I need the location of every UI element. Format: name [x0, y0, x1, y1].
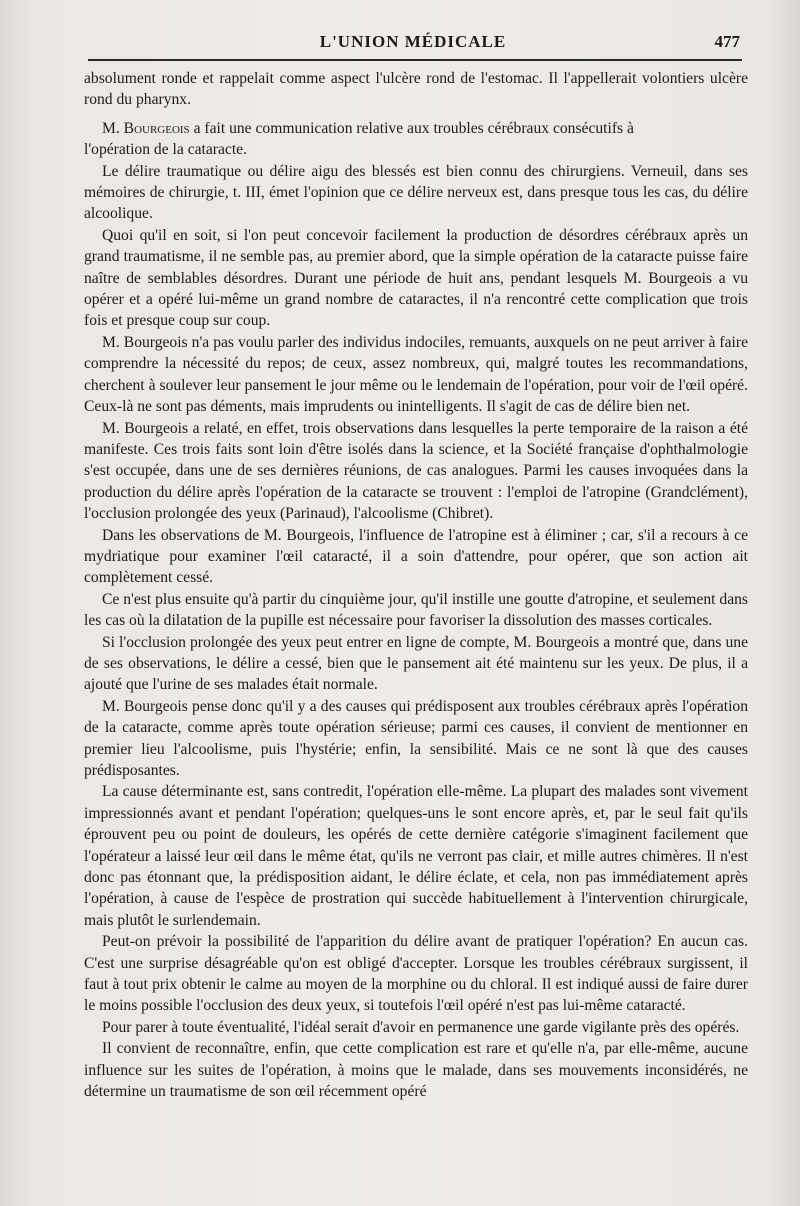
paragraph-conclusion: Il convient de reconnaître, enfin, que cette complication est rare et qu'elle n'a, par elle-même, aucune influence sur les suites de l'opération, à moins que le malade, dans ses mouvements inconsidérés, ne détermine un traumatisme de son œil récemment opéré [84, 1040, 748, 1101]
paragraph-prevention: Peut-on prévoir la possibilité de l'apparition du délire avant de pratiquer l'opération? En aucun cas. C'est une surprise désagréable qu'on est obligé d'accepter. Lorsque les troubles cérébraux surgissent, il faut à tout prix obtenir le calme au moyen de la morphine ou du chloral. Il est indiqué aussi de faire durer le moins possible l'occlusion des deux yeux, si toutefois l'œil opéré n'est pas lui-même cataracté. [84, 933, 748, 1015]
paragraph-fifth-day: Ce n'est plus ensuite qu'à partir du cinquième jour, qu'il instille une goutte d'atropine, et seulement dans les cas où la dilatation de la pupille est nécessaire pour favoriser la dissolution des masses corticales. [84, 590, 748, 630]
paragraph-observations: M. Bourgeois a relaté, en effet, trois observations dans lesquelles la perte temporaire de la raison a été manifeste. Ces trois faits sont loin d'être isolés dans la science, et la Société française d'ophthalmologie s'est occupée, dans une de ses dernières réunions, de cas analogues. Parmi les causes invoquées dans la production du délire après l'opération de la cataracte se trouvent : l'emploi de l'atropine (Grandclément), l'occlusion prolongée des yeux (Parinaud), l'alcoolisme (Chibret). [84, 419, 748, 523]
paragraph-traumatic-delirium: Le délire traumatique ou délire aigu des blessés est bien connu des chirurgiens. Verneuil, dans ses mémoires de chirurgie, t. III, émet l'opinion que ce délire nerveux est, dans presque tous les cas, du délire alcoolique. [84, 162, 748, 223]
paragraph-cerebral-disorders: Quoi qu'il en soit, si l'on peut concevoir facilement la production de désordres cérébraux après un grand traumatisme, il ne semble pas, au premier abord, que la simple opération de la cataracte puisse faire naître de semblables désordres. Durant une période de huit ans, pendant lesquels M. Bourgeois a vu opérer et a opéré lui-même un grand nombre de cataractes, il n'a rencontré cette complication que trois fois et presque coup sur coup. [84, 226, 748, 330]
paragraph-ulcer-end: absolument ronde et rappelait comme aspect l'ulcère rond de l'estomac. Il l'appellerait volontiers ulcère rond du pharynx. [84, 70, 748, 109]
paragraph-vigilant-guard: Pour parer à toute éventualité, l'idéal serait d'avoir en permanence une garde vigilante près des opérés. [102, 1018, 740, 1036]
paragraph-predisposing-causes: M. Bourgeois pense donc qu'il y a des causes qui prédisposent aux troubles cérébraux après l'opération de la cataracte, comme après toute opération sérieuse; parmi ces causes, il convient de mentionner en premier lieu l'alcoolisme, puis l'hystérie; enfin, la sensibilité. Mais ce ne sont là que des causes prédisposantes. [84, 697, 748, 779]
paragraph-occlusion: Si l'occlusion prolongée des yeux peut entrer en ligne de compte, M. Bourgeois a montré que, dans une de ses observations, le délire a cessé, bien que le pansement ait été maintenu sur les yeux. De plus, il a ajouté que l'urine de ses malades était normale. [84, 633, 748, 694]
paragraph-atropine: Dans les observations de M. Bourgeois, l'influence de l'atropine est à éliminer ; car, s'il a recours à ce mydriatique pour examiner l'œil cataracté, il a soin d'attendre, pour opérer, que son action ait complètement cessé. [84, 526, 748, 587]
header-rule [88, 59, 742, 61]
communication-text: a fait une communication relative aux troubles cérébraux consécutifs à [189, 119, 634, 137]
paragraph-communication [84, 118, 748, 139]
page-number: 477 [714, 32, 740, 51]
journal-title: L'UNION MÉDICALE [319, 32, 507, 51]
paragraph-determining-cause: La cause déterminante est, sans contredit, l'opération elle-même. La plupart des malades sont vivement impressionnés avant et pendant l'opération; quelques-uns le sont encore après, et, par le seul fait qu'ils éprouvent peu ou point de douleurs, les opérés de cette dernière catégorie s'imaginent facilement que l'opérateur a laissé leur œil dans le même état, qu'ils ne verront pas clair, et mille autres chimères. Il n'est donc pas étonnant que, la prédisposition aidant, le délire éclate, et cela, non pas immédiatement après l'opération, à cause de l'espèce de prostration qui succède habituellement à l'intervention chirurgicale, mais plutôt le surlendemain. [84, 783, 748, 929]
paragraph-indocile-patients: M. Bourgeois n'a pas voulu parler des individus indociles, remuants, auxquels on ne peut arriver à faire comprendre la nécessité du repos; de ceux, assez nombreux, qui, malgré toutes les recommandations, cherchent à soulever leur pansement le jour même ou le lendemain de l'opération, pour voir de l'œil opéré. Ceux-là ne sont pas déments, mais imprudents ou inintelligents. Il s'agit de cas de délire bien net. [84, 333, 748, 416]
author-name: M. Bourgeois [102, 119, 190, 137]
running-header [84, 30, 742, 56]
paragraph-cataract-operation: l'opération de la cataracte. [84, 141, 247, 159]
article-body [84, 68, 748, 1103]
